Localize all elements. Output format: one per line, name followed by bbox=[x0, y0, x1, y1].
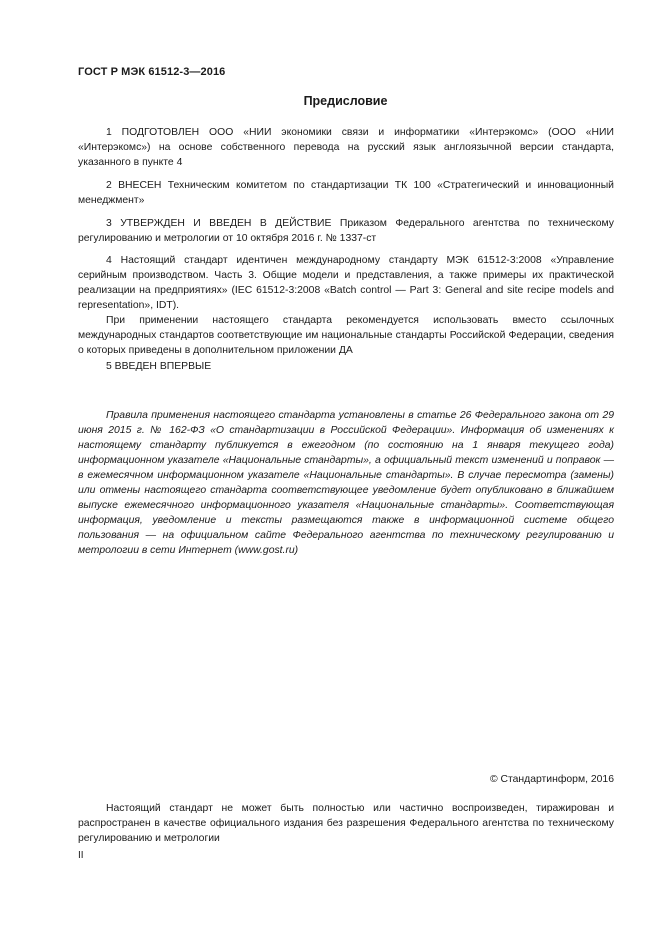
foreword-item-3: 3 УТВЕРЖДЕН И ВВЕДЕН В ДЕЙСТВИЕ Приказом Федерального агентства по техническому регулированию и метрологии от 10 октября 2016 г. № 1337-ст bbox=[78, 218, 614, 244]
foreword-item-2: 2 ВНЕСЕН Техническим комитетом по стандартизации ТК 100 «Стратегический и инновационный менеджмент» bbox=[78, 180, 614, 206]
page-title: Предисловие bbox=[303, 94, 388, 108]
copyright: © Стандартинформ, 2016 bbox=[489, 774, 614, 785]
standard-header: ГОСТ Р МЭК 61512-3—2016 bbox=[78, 66, 226, 78]
application-rules-notice: Правила применения настоящего стандарта установлены в статье 26 Федерального закона от 29 июня 2015 г. № 162-ФЗ «О стандартизации в Российской Федерации». Информация об изменениях к настоящему стандарту публикуется в ежегодном (по состоянию на 1 января текущего года) информационном указателе «Национальные стандарты», а официальный текст изменений и поправок — в ежемесячном информационном указателе «Национальные стандарты». В случае пересмотра (замены) или отмены настоящего стандарта соответствующее уведомление будет опубликовано в ближайшем выпуске ежемесячного информационного указателя «Национальные стандарты». Соответствующая информация, уведомление и тексты размещаются также в информационной системе общего пользования — на официальном сайте Федерального агентства по техническому регулированию и метрологии в сети Интернет (www.gost.ru) bbox=[78, 410, 614, 556]
page-number: II bbox=[78, 850, 84, 861]
foreword-item-1: 1 ПОДГОТОВЛЕН ООО «НИИ экономики связи и информатики «Интерэкомс» (ООО «НИИ «Интерэкомс») на основе собственного перевода на русский язык англоязычной версии стандарта, указанного в пункте 4 bbox=[78, 127, 614, 168]
reproduction-notice: Настоящий стандарт не может быть полностью или частично воспроизведен, тиражирован и распространен в качестве официального издания без разрешения Федерального агентства по техническому регулированию и метрологии bbox=[78, 803, 614, 844]
foreword-item-4: 4 Настоящий стандарт идентичен международному стандарту МЭК 61512-3:2008 «Управление серийным производством. Часть 3. Общие модели и представления, а также примеры их практической реализации на предприятиях» (IEC 61512-3:2008 «Batch control — Part 3: General and site recipe models and representation», IDT). bbox=[78, 255, 614, 311]
foreword-item-4-note: При применении настоящего стандарта рекомендуется использовать вместо ссылочных международных стандартов соответствующие им национальные стандарты Российской Федерации, сведения о которых приведены в дополнительном приложении ДА bbox=[78, 315, 614, 356]
foreword-item-5: 5 ВВЕДЕН ВПЕРВЫЕ bbox=[106, 361, 212, 372]
